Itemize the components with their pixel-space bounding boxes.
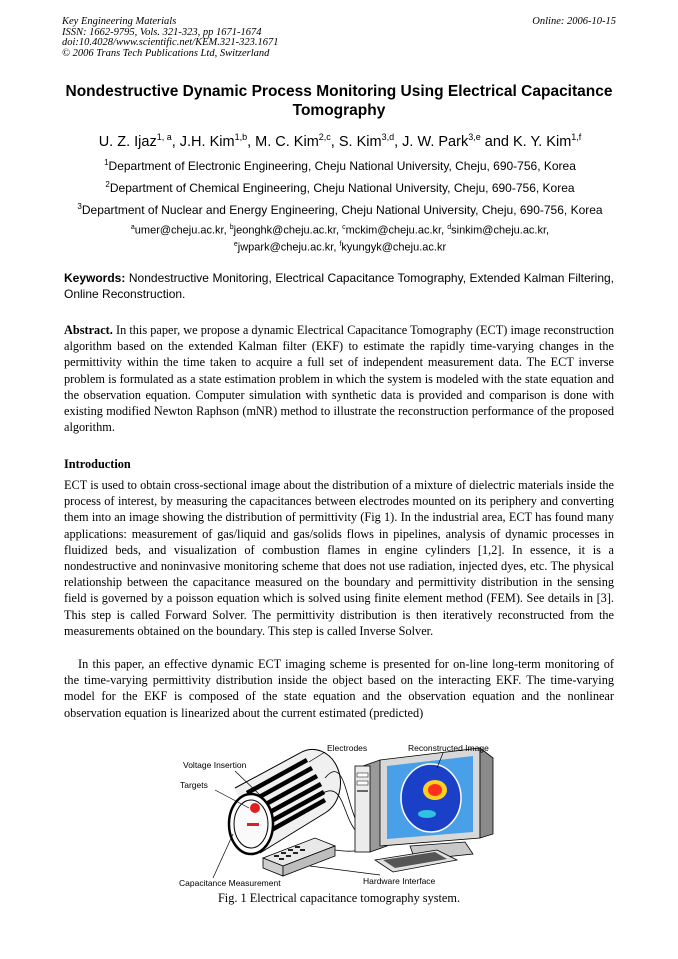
author-sup: 1,f bbox=[571, 132, 582, 142]
abstract bbox=[64, 322, 614, 435]
online-date: Online: 2006-10-15 bbox=[532, 16, 616, 27]
email-list: $^a$umer@cheju.ac.kr, $^b$jeonghk@cheju.ac.kr, $^c$mckim@cheju.ac.kr, $^d$sinkim@cheju.ac.kr, $^e$jwpark@cheju.ac.kr, $^f$kyungyk@cheju.ac.kr bbox=[130, 224, 550, 254]
affiliation-3 bbox=[40, 200, 640, 217]
affiliation-1 bbox=[40, 156, 640, 173]
keywords-label: Keywords: bbox=[64, 271, 126, 285]
abstract-text: In this paper, we propose a dynamic Electrical Capacitance Tomography (ECT) image reconstruction algorithm based on the extended Kalman filter (EKF) to estimate the rapidly time-varying changes in the permittivity within the time taken to acquire a full set of independent measurement data. The ECT inverse problem is formulated as a state estimation problem in which the system is modeled with the state equation and the observation equation. Computer simulation with synthetic data is provided and comparison is done with existing modified Newton Raphson (mNR) method to illustrate the reconstruction performance of the proposed algorithm. bbox=[64, 323, 614, 435]
label-voltage-insertion: Voltage Insertion bbox=[183, 760, 247, 770]
email-sup: b bbox=[229, 224, 234, 231]
ect-system-figure bbox=[175, 738, 505, 893]
affiliation-text: Department of Nuclear and Energy Engineering, Cheju National University, Cheju, 690-756, Korea bbox=[81, 203, 603, 217]
email[interactable]: jeonghk@cheju.ac.kr bbox=[233, 224, 336, 237]
author-sep: , bbox=[247, 133, 256, 150]
author: K. Y. Kim bbox=[512, 133, 572, 150]
email[interactable]: mckim@cheju.ac.kr bbox=[345, 224, 442, 237]
reconstructed-hotspot bbox=[428, 784, 442, 796]
author: S. Kim bbox=[338, 133, 382, 150]
author-sep: , bbox=[330, 133, 339, 150]
issn-line: ISSN: 1662-9795, Vols. 321-323, pp 1671-1674 bbox=[62, 26, 262, 38]
author-sup: 1, a bbox=[156, 132, 172, 142]
author-and: and bbox=[480, 133, 513, 150]
author-sup: 2,c bbox=[318, 132, 331, 142]
author-sup: 3,d bbox=[381, 132, 395, 142]
affiliation-text: Department of Chemical Engineering, Cheju National University, Cheju, 690-756, Korea bbox=[109, 181, 575, 195]
author: J. W. Park bbox=[402, 133, 469, 150]
email[interactable]: sinkim@cheju.ac.kr bbox=[451, 224, 547, 237]
affiliation-sup: 3 bbox=[77, 202, 82, 211]
email[interactable]: jwpark@cheju.ac.kr bbox=[237, 241, 334, 254]
author-sep: , bbox=[394, 133, 403, 150]
author: J.H. Kim bbox=[179, 133, 235, 150]
label-reconstructed-image: Reconstructed Image bbox=[408, 743, 489, 753]
author-sup: 3,e bbox=[468, 132, 481, 142]
author-sep: , bbox=[171, 133, 180, 150]
email-sup: f bbox=[339, 240, 342, 248]
intro-paragraph-2: In this paper, an effective dynamic ECT imaging scheme is presented for on-line long-term monitoring of the time-varying permittivity distribution inside the object based on the interacting EKF. The time-varying model for the EKF is composed of the state equation and the observation equation and the nonlinear observation equation is linearized about the current estimated (predicted) bbox=[64, 657, 614, 720]
intro-paragraph-1: ECT is used to obtain cross-sectional image about the distribution of a mixture of dielectric materials inside the process of interest, by measuring the capacitances between electrodes mounted on its periphery and converting them into an image showing the distribution of permittivity (Fig 1). In the industrial area, ECT has found many applications: measurement of gas/liquid and gas/solids flows in pipelines, analysis of dynamic processes in fluidized beds, and visualization of combustion flames in engine cylinders [1,2]. In essence, it is a nondestructive and noninvasive monitoring scheme that does not use radiation, injected dyes, etc. The physical relationship between the capacitance measured on the boundary and permittivity distribution in the sensing field is governed by a poisson equation which is solved using finite element method (FEM). See details in [3]. This step is called Forward Solver. The permittivity distribution is then iteratively reconstructed from the measurements obtained on the boundary. This step is called Inverse Solver. bbox=[64, 478, 614, 638]
label-capacitance-measurement: Capacitance Measurement bbox=[179, 878, 281, 888]
label-electrodes: Electrodes bbox=[327, 743, 368, 753]
affiliation-2 bbox=[40, 178, 640, 195]
author: M. C. Kim bbox=[255, 133, 319, 150]
keywords bbox=[64, 271, 614, 302]
target-bar bbox=[247, 823, 259, 826]
doi-line: doi:10.4028/www.scientific.net/KEM.321-323.1671 bbox=[62, 37, 279, 48]
author-list bbox=[40, 128, 640, 151]
author-sup: 1,b bbox=[234, 132, 248, 142]
header-left bbox=[62, 17, 279, 59]
email-sup: c bbox=[342, 224, 346, 231]
figure-caption: Fig. 1 Electrical capacitance tomography system. bbox=[217, 891, 461, 905]
email[interactable]: kyungyk@cheju.ac.kr bbox=[341, 241, 447, 254]
email[interactable]: umer@cheju.ac.kr bbox=[134, 224, 224, 237]
target-circle bbox=[250, 803, 260, 813]
paper-title: Nondestructive Dynamic Process Monitoring Using Electrical Capacitance Tomography bbox=[65, 83, 613, 119]
abstract-label: Abstract. bbox=[64, 323, 113, 337]
affiliation-sup: 2 bbox=[105, 180, 110, 189]
label-targets: Targets bbox=[180, 780, 208, 790]
keywords-text: Nondestructive Monitoring, Electrical Capacitance Tomography, Extended Kalman Filtering, Online Reconstruction. bbox=[64, 271, 614, 301]
email-sup: d bbox=[447, 224, 452, 231]
affiliation-text: Department of Electronic Engineering, Cheju National University, Cheju, 690-756, Korea bbox=[108, 159, 576, 173]
email-sup: a bbox=[130, 224, 135, 231]
author: U. Z. Ijaz bbox=[98, 133, 157, 150]
label-hardware-interface: Hardware Interface bbox=[363, 876, 436, 886]
copyright-line: © 2006 Trans Tech Publications Ltd, Switzerland bbox=[62, 47, 270, 59]
email-sup: e bbox=[233, 240, 238, 248]
affiliation-sup: 1 bbox=[104, 158, 109, 167]
journal-name: Key Engineering Materials bbox=[62, 16, 177, 27]
section-heading-introduction: Introduction bbox=[64, 457, 131, 471]
